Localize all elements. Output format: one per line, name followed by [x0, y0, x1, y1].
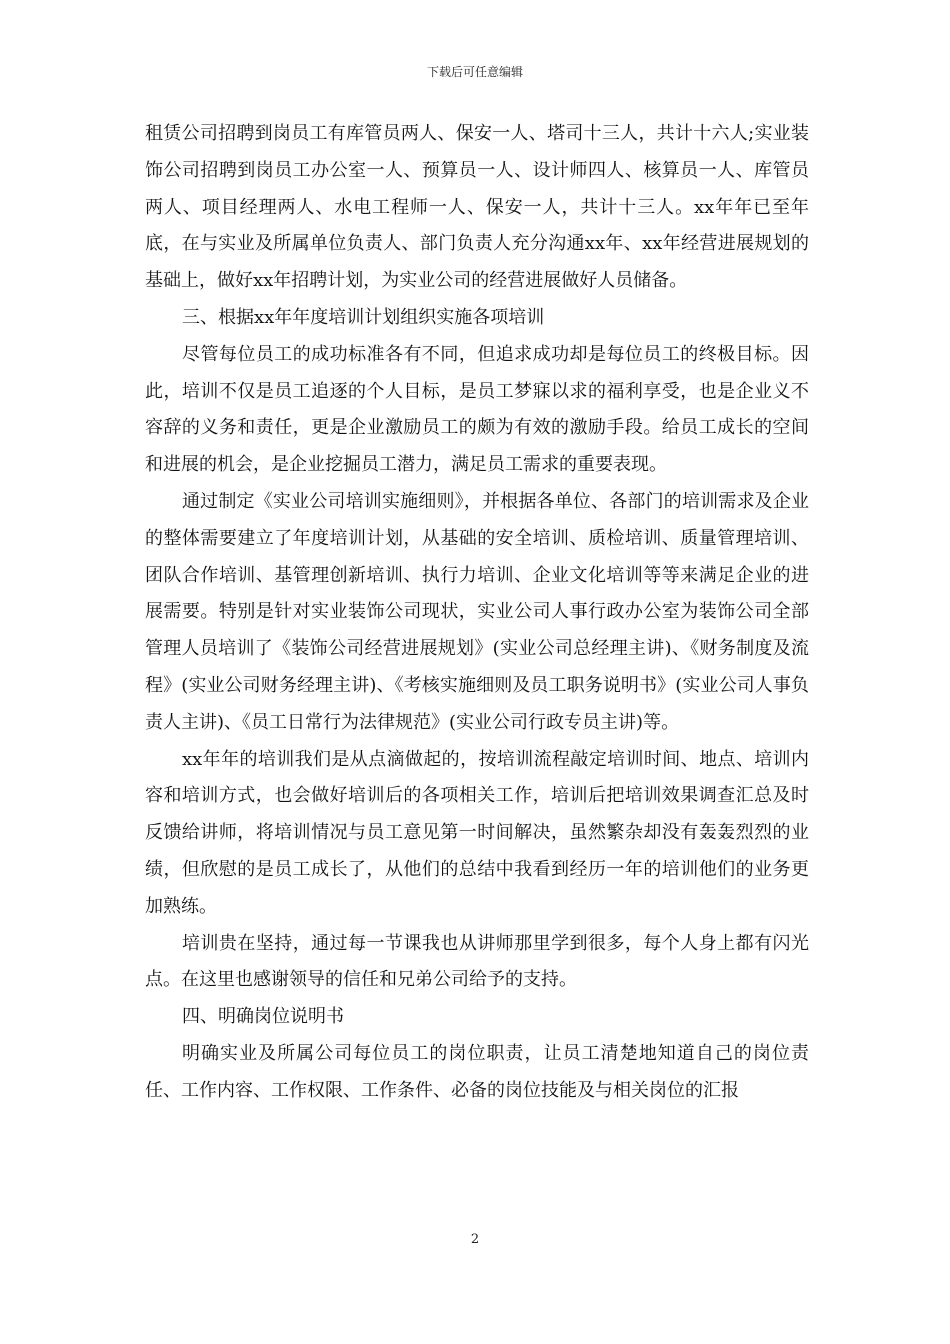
paragraph-training-persistence: 培训贵在坚持，通过每一节课我也从讲师那里学到很多，每个人身上都有闪光点。在这里也感谢领导的信任和兄弟公司给予的支持。: [145, 932, 809, 991]
document-body: [145, 116, 809, 1110]
paragraph-recruitment-summary: 租赁公司招聘到岗员工有库管员两人、保安一人、塔司十三人，共计十六人;实业装饰公司招聘到岗员工办公室一人、预算员一人、设计师四人、核算员一人、库管员两人、项目经理两人、水电工程师一人、保安一人，共计十三人。xx年年已至年底，在与实业及所属单位负责人、部门负责人充分沟通xx年、xx年经营进展规划的基础上，做好xx年招聘计划，为实业公司的经营进展做好人员储备。: [145, 123, 809, 292]
section-heading-job-description: 四、明确岗位说明书: [182, 1006, 344, 1028]
paragraph-training-plan: 通过制定《实业公司培训实施细则》，并根据各单位、各部门的培训需求及企业的整体需要建立了年度培训计划，从基础的安全培训、质检培训、质量管理培训、团队合作培训、基管理创新培训、执行力培训、企业文化培训等等来满足企业的进展需要。特别是针对实业装饰公司现状，实业公司人事行政办公室为装饰公司全部管理人员培训了《装饰公司经营进展规划》(实业公司总经理主讲)、《财务制度及流程》(实业公司财务经理主讲)、《考核实施细则及员工职务说明书》(实业公司人事负责人主讲)、《员工日常行为法律规范》(实业公司行政专员主讲)等。: [145, 490, 809, 733]
section-heading-training: 三、根据xx年年度培训计划组织实施各项培训: [182, 306, 545, 328]
paragraph-training-process: xx年年的培训我们是从点滴做起的，按培训流程敲定培训时间、地点、培训内容和培训方式，也会做好培训后的各项相关工作，培训后把培训效果调查汇总及时反馈给讲师，将培训情况与员工意见第一时间解决，虽然繁杂却没有轰轰烈烈的业绩，但欣慰的是员工成长了，从他们的总结中我看到经历一年的培训他们的业务更加熟练。: [145, 748, 809, 917]
paragraph-job-responsibilities: 明确实业及所属公司每位员工的岗位职责，让员工清楚地知道自己的岗位责任、工作内容、工作权限、工作条件、必备的岗位技能及与相关岗位的汇报: [145, 1042, 809, 1101]
page-header: 下载后可任意编辑: [426, 65, 523, 79]
paragraph-training-goals: 尽管每位员工的成功标准各有不同，但追求成功却是每位员工的终极目标。因此，培训不仅是员工追逐的个人目标，是员工梦寐以求的福利享受，也是企业义不容辞的义务和责任，更是企业激励员工的颇为有效的激励手段。给员工成长的空间和进展的机会，是企业挖掘员工潜力，满足员工需求的重要表现。: [145, 343, 809, 476]
page-number: 2: [470, 1232, 480, 1247]
